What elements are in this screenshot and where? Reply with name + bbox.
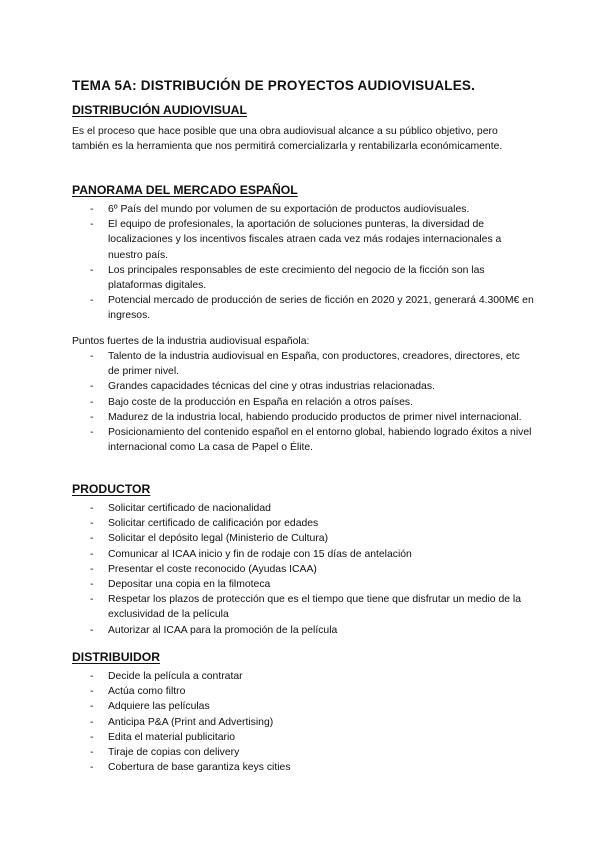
heading-productor: PRODUCTOR <box>72 482 151 496</box>
dash-bullet: - <box>90 533 94 545</box>
list-item-text: Talento de la industria audiovisual en España, con productores, creadores, directores, etc de primer nivel. <box>108 351 520 378</box>
strengths-intro: Puntos fuertes de la industria audiovisual española: <box>72 336 310 347</box>
list-item-text: Solicitar el depósito legal (Ministerio de Cultura) <box>108 533 329 545</box>
dash-bullet: - <box>90 411 94 423</box>
list-item-text: Solicitar certificado de calificación por edades <box>108 518 319 530</box>
list-item-text: Decide la película a contratar <box>108 671 243 682</box>
list-item <box>72 501 534 516</box>
panorama-list <box>72 202 534 324</box>
list-item <box>72 217 534 263</box>
list-item-text: Posicionamiento del contenido español en el entorno global, habiendo logrado éxitos a nivel internacional como La casa de Papel o Élite. <box>108 427 532 454</box>
dash-bullet: - <box>90 503 94 514</box>
list-item <box>72 410 534 425</box>
dash-bullet: - <box>90 563 94 575</box>
list-item <box>72 699 534 714</box>
dash-bullet: - <box>90 396 94 408</box>
list-item <box>72 263 534 293</box>
list-item-text: Grandes capacidades técnicas del cine y otras industrias relacionadas. <box>108 381 435 393</box>
dash-bullet: - <box>90 686 94 698</box>
list-item-text: Edita el material publicitario <box>108 731 236 743</box>
list-item <box>72 293 534 323</box>
list-item-text: Actúa como filtro <box>108 686 186 698</box>
dash-bullet: - <box>90 219 94 231</box>
list-item-text: Presentar el coste reconocido (Ayudas ICAA) <box>108 563 317 575</box>
list-item-text: 6º País del mundo por volumen de su exportación de productos audiovisuales. <box>108 204 470 215</box>
dash-bullet: - <box>90 594 94 606</box>
list-item <box>72 516 534 531</box>
distribucion-paragraph: Es el proceso que hace posible que una obra audiovisual alcance a su público objetivo, pero también es la herramienta que nos permitirá comercializarla y rentabilizarla económicamente. <box>72 126 503 153</box>
dash-bullet: - <box>90 671 94 682</box>
distribuidor-list <box>72 669 534 775</box>
heading-distribucion-audiovisual: DISTRIBUCIÓN AUDIOVISUAL <box>72 103 247 117</box>
list-item-text: Solicitar certificado de nacionalidad <box>108 503 271 514</box>
dash-bullet: - <box>90 624 94 636</box>
list-item <box>72 669 534 684</box>
list-item <box>72 547 534 562</box>
list-item <box>72 592 534 622</box>
list-item <box>72 623 534 638</box>
heading-distribuidor: DISTRIBUIDOR <box>72 650 161 664</box>
strengths-list <box>72 349 534 455</box>
dash-bullet: - <box>90 747 94 759</box>
list-item-text: Madurez de la industria local, habiendo producido productos de primer nivel internacional. <box>108 411 522 423</box>
dash-bullet: - <box>90 295 94 307</box>
list-item <box>72 730 534 745</box>
list-item <box>72 684 534 699</box>
dash-bullet: - <box>90 548 94 560</box>
list-item-text: El equipo de profesionales, la aportación de soluciones punteras, la diversidad de localizaciones y los incentivos fiscales atraen cada vez más rodajes internacionales a nuestro país. <box>108 219 502 261</box>
list-item <box>72 531 534 546</box>
list-item-text: Cobertura de base garantiza keys cities <box>108 762 291 774</box>
dash-bullet: - <box>90 264 94 276</box>
list-item <box>72 577 534 592</box>
list-item <box>72 379 534 394</box>
dash-bullet: - <box>90 716 94 728</box>
list-item <box>72 425 534 455</box>
list-item-text: Adquiere las películas <box>108 701 210 713</box>
heading-panorama-mercado: PANORAMA DEL MERCADO ESPAÑOL <box>72 183 298 197</box>
dash-bullet: - <box>90 731 94 743</box>
dash-bullet: - <box>90 427 94 439</box>
list-item <box>72 760 534 775</box>
list-item-text: Autorizar al ICAA para la promoción de la película <box>108 624 338 636</box>
productor-list <box>72 501 534 638</box>
list-item-text: Comunicar al ICAA inicio y fin de rodaje con 15 días de antelación <box>108 548 412 560</box>
dash-bullet: - <box>90 204 94 215</box>
list-item <box>72 202 534 217</box>
dash-bullet: - <box>90 381 94 393</box>
dash-bullet: - <box>90 351 94 362</box>
list-item <box>72 715 534 730</box>
list-item <box>72 562 534 577</box>
list-item <box>72 395 534 410</box>
dash-bullet: - <box>90 762 94 774</box>
list-item <box>72 349 534 379</box>
list-item <box>72 745 534 760</box>
dash-bullet: - <box>90 701 94 713</box>
list-item-text: Anticipa P&A (Print and Advertising) <box>108 716 274 728</box>
list-item-text: Los principales responsables de este crecimiento del negocio de la ficción son las plataformas digitales. <box>108 264 485 292</box>
dash-bullet: - <box>90 579 94 591</box>
dash-bullet: - <box>90 518 94 530</box>
list-item-text: Tiraje de copias con delivery <box>108 747 240 759</box>
list-item-text: Bajo coste de la producción en España en relación a otros países. <box>108 396 413 408</box>
list-item-text: Respetar los plazos de protección que es el tiempo que tiene que disfrutar un medio de la exclusividad de la película <box>108 594 521 621</box>
list-item-text: Depositar una copia en la filmoteca <box>108 579 271 591</box>
list-item-text: Potencial mercado de producción de series de ficción en 2020 y 2021, generará 4.300M€ en ingresos. <box>108 295 534 322</box>
document-title: TEMA 5A: DISTRIBUCIÓN DE PROYECTOS AUDIOVISUALES. <box>72 78 476 93</box>
